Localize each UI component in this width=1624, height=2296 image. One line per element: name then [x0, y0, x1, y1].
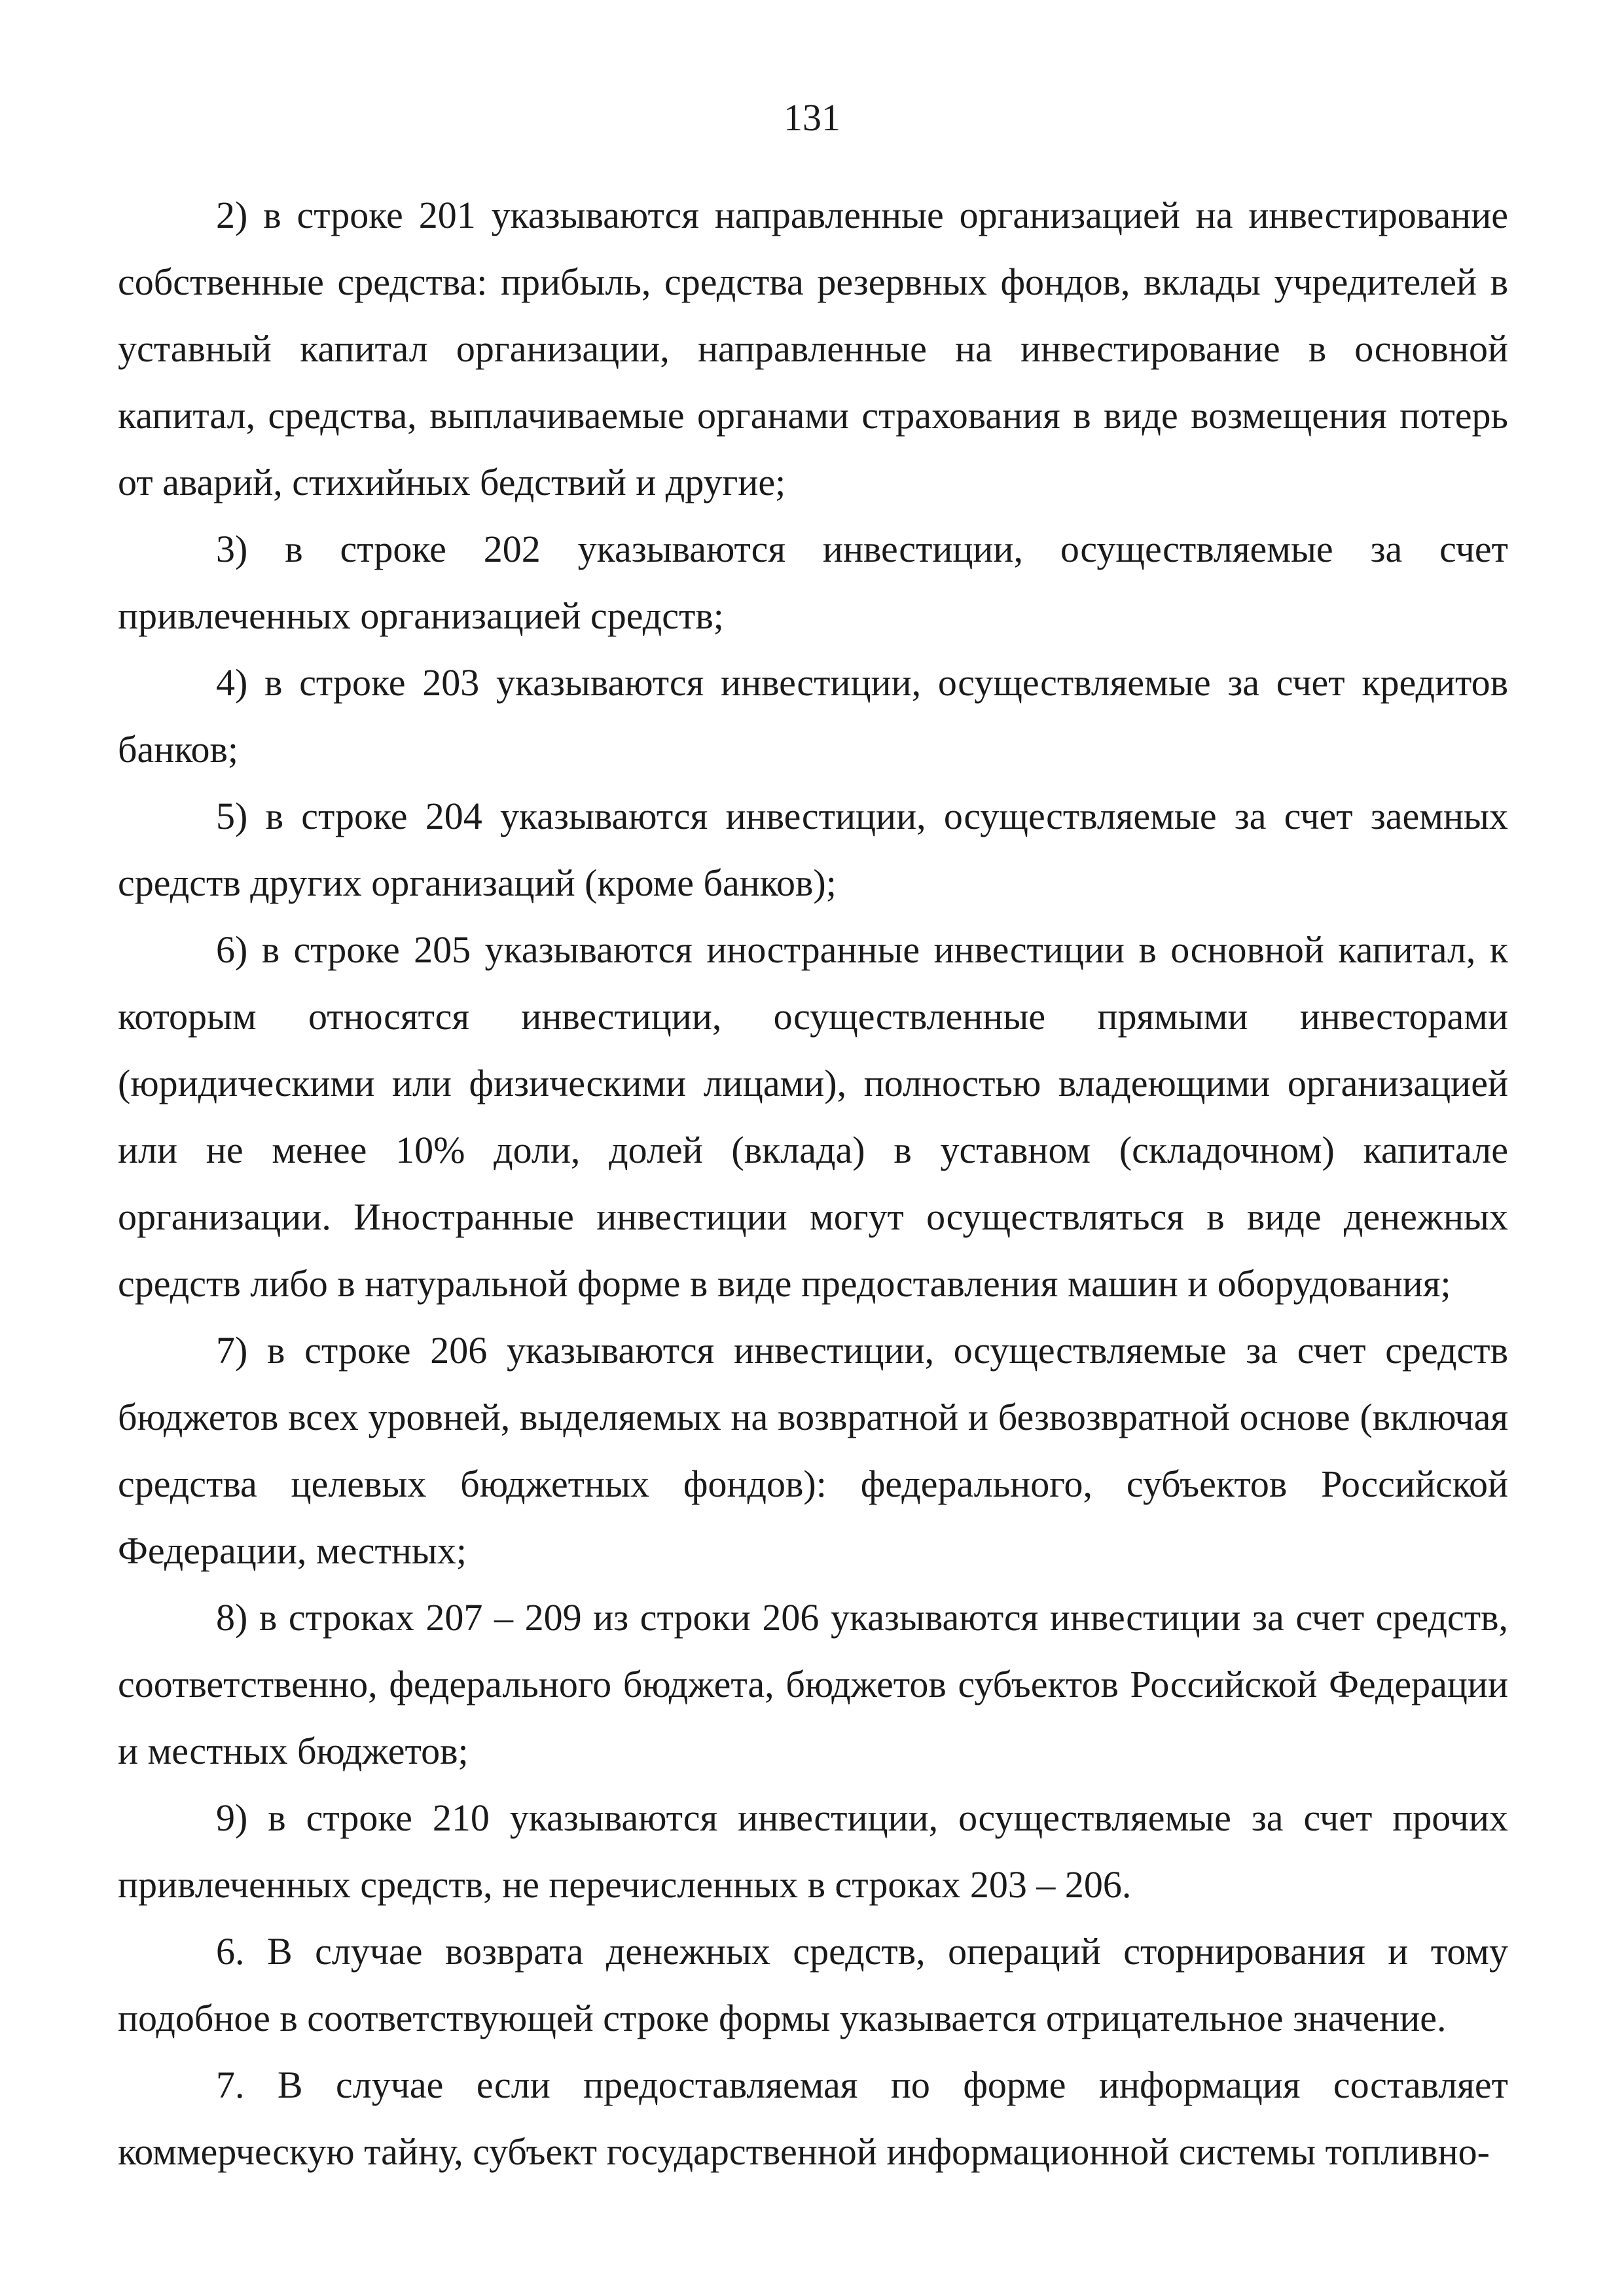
paragraph-line-202: 3) в строке 202 указываются инвестиции, осуществляемые за счет привлеченных организацией средств; — [118, 528, 1508, 637]
paragraph-section-7: 7. В случае если предоставляемая по форме информация составляет коммерческую тайну, субъект государственной информационной системы топливно- — [118, 2064, 1508, 2173]
paragraph-lines-207-209: 8) в строках 207 – 209 из строки 206 указываются инвестиции за счет средств, соответственно, федерального бюджета, бюджетов субъектов Российской Федерации и местных бюджетов; — [118, 1596, 1508, 1772]
paragraph-line-203: 4) в строке 203 указываются инвестиции, осуществляемые за счет кредитов банков; — [118, 661, 1508, 771]
paragraph-section-6: 6. В случае возврата денежных средств, операций сторнирования и тому подобное в соответствующей строке формы указывается отрицательное значение. — [118, 1930, 1508, 2039]
paragraph-line-204: 5) в строке 204 указываются инвестиции, осуществляемые за счет заемных средств других организаций (кроме банков); — [118, 795, 1508, 904]
paragraph-line-210: 9) в строке 210 указываются инвестиции, осуществляемые за счет прочих привлеченных средств, не перечисленных в строках 203 – 206. — [118, 1796, 1508, 1906]
page-number: 131 — [784, 96, 840, 139]
document-body — [118, 182, 1508, 2185]
paragraph-line-206: 7) в строке 206 указываются инвестиции, осуществляемые за счет средств бюджетов всех уровней, выделяемых на возвратной и безвозвратной основе (включая средства целевых бюджетных фондов): федерального, субъектов Российской Федерации, местных; — [118, 1329, 1508, 1572]
paragraph-line-201: 2) в строке 201 указываются направленные организацией на инвестирование собственные средства: прибыль, средства резервных фондов, вклады учредителей в уставный капитал организации, направленные на инвестирование в основной капитал, средства, выплачиваемые органами страхования в виде возмещения потерь от аварий, стихийных бедствий и другие; — [118, 194, 1508, 503]
paragraph-line-205: 6) в строке 205 указываются иностранные инвестиции в основной капитал, к которым относятся инвестиции, осуществленные прямыми инвесторами (юридическими или физическими лицами), полностью владеющими организацией или не менее 10% доли, долей (вклада) в уставном (складочном) капитале организации. Иностранные инвестиции могут осуществляться в виде денежных средств либо в натуральной форме в виде предоставления машин и оборудования; — [118, 928, 1508, 1305]
